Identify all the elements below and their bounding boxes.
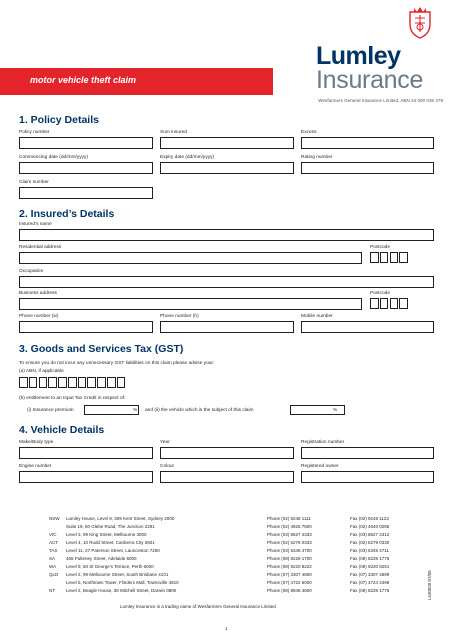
commencing-date-label: Commencing date (dd/mm/yyyy) (19, 155, 89, 160)
section4-heading: 4. Vehicle Details (19, 424, 105, 436)
crest-icon (404, 4, 436, 40)
mobile-field[interactable] (301, 321, 434, 333)
claim-number-field[interactable] (19, 187, 153, 199)
year-field[interactable] (160, 447, 294, 459)
section1-heading: 1. Policy Details (19, 114, 99, 126)
insured-name-field[interactable] (19, 229, 434, 241)
registered-owner-label: Registered owner (301, 464, 339, 469)
occupation-field[interactable] (19, 276, 434, 288)
commencing-date-field[interactable] (19, 162, 153, 174)
business-address-label: Business address (19, 291, 57, 296)
page-number: 1 (225, 626, 228, 631)
expiry-date-label: Expiry date (dd/mm/yyyy) (160, 155, 215, 160)
expiry-date-field[interactable] (160, 162, 294, 174)
phone-w-field[interactable] (19, 321, 153, 333)
registered-owner-field[interactable] (301, 471, 434, 483)
form-code: LGI0020 07/05 (427, 570, 432, 600)
phone-h-field[interactable] (160, 321, 294, 333)
excess-field[interactable] (301, 137, 434, 149)
vehicle-itc-label: and (ii) the vehicle which is the subject of this claim (145, 408, 254, 413)
engine-field[interactable] (19, 471, 153, 483)
brand-subname: Insurance (316, 66, 424, 94)
postcode2-cells[interactable] (370, 298, 409, 309)
insured-name-label: Insured’s name (19, 222, 52, 227)
sum-insured-label: Sum insured (160, 130, 187, 135)
percent1-symbol: % (133, 408, 138, 413)
policy-number-field[interactable] (19, 137, 153, 149)
trading-note: Lumley Insurance is a trading name of Wesfarmers General Insurance Limited (120, 604, 276, 609)
policy-number-label: Policy number (19, 130, 50, 135)
residential-address-label: Residential address (19, 245, 62, 250)
residential-address-field[interactable] (19, 252, 362, 264)
form-title: motor vehicle theft claim (30, 75, 137, 85)
mobile-label: Mobile number (301, 314, 333, 319)
gst-intro: To ensure you do not incur any unnecessary GST liabilities on this claim please advise your: (19, 361, 215, 366)
claim-number-label: Claim number (19, 180, 49, 185)
occupation-label: Occupation (19, 269, 44, 274)
abn-label: (a) ABN, if applicable (19, 369, 64, 374)
engine-label: Engine number (19, 464, 52, 469)
colour-field[interactable] (160, 471, 294, 483)
section3-heading: 3. Goods and Services Tax (GST) (19, 343, 184, 355)
business-address-field[interactable] (19, 298, 362, 310)
premium-label: (i) Insurance premium (27, 408, 74, 413)
entitlement-label: (b) entitlement to an Input Tax Credit in respect of: (19, 396, 126, 401)
sum-insured-field[interactable] (160, 137, 294, 149)
colour-label: Colour (160, 464, 175, 469)
registration-label: Registration number (301, 440, 345, 445)
brand-name: Lumley (316, 42, 401, 70)
make-body-field[interactable] (19, 447, 153, 459)
postcode1-cells[interactable] (370, 252, 409, 263)
percent2-symbol: % (333, 408, 338, 413)
abn-text: Wesfarmers General Insurance Limited, ABN 24 000 036 279 (318, 98, 443, 103)
phone-h-label: Phone number (h) (160, 314, 199, 319)
make-body-label: Make/Body type (19, 440, 54, 445)
rating-number-label: Rating number (301, 155, 333, 160)
postcode2-label: Postcode (370, 291, 391, 296)
postcode1-label: Postcode (370, 245, 391, 250)
section2-heading: 2. Insured’s Details (19, 208, 115, 220)
phone-w-label: Phone number (w) (19, 314, 59, 319)
abn-cells[interactable] (19, 377, 127, 388)
premium-percent-field[interactable] (84, 405, 139, 415)
rating-number-field[interactable] (301, 162, 434, 174)
registration-field[interactable] (301, 447, 434, 459)
excess-label: Excess (301, 130, 317, 135)
year-label: Year (160, 440, 170, 445)
